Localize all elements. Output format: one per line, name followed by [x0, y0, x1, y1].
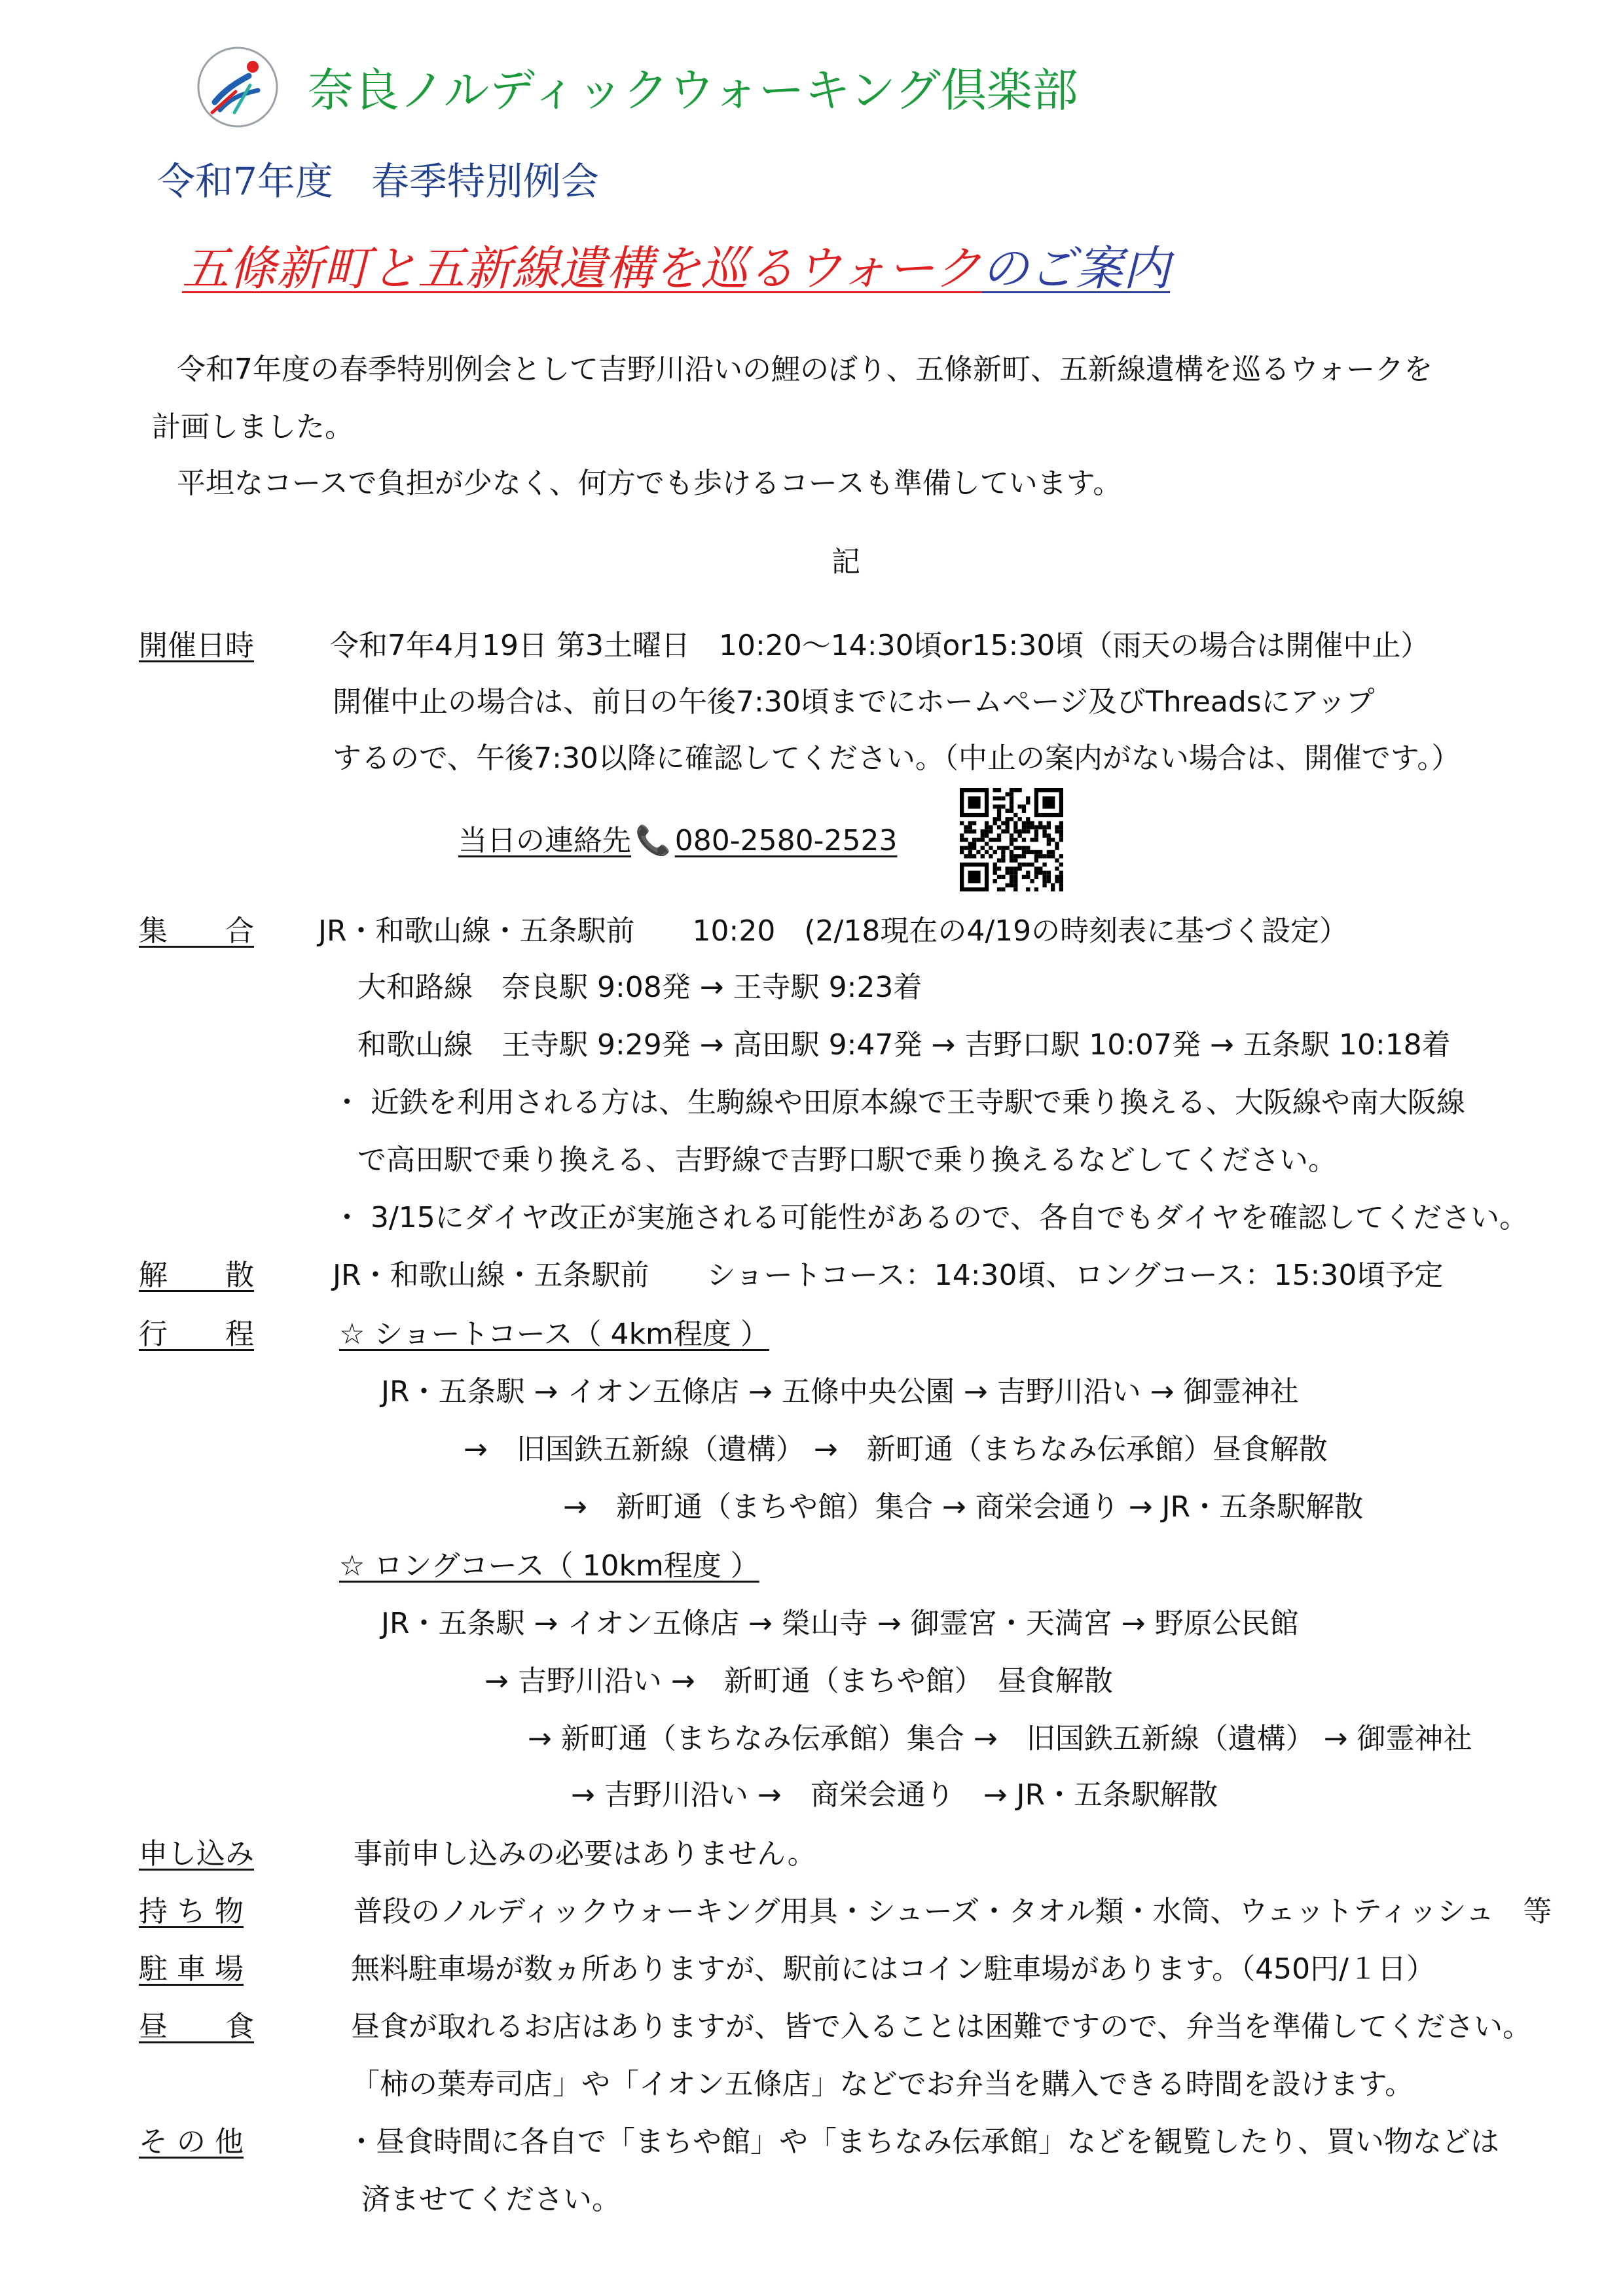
club-name: 奈良ノルディックウォーキング倶楽部	[308, 63, 1078, 117]
other-label: そ の 他	[139, 2125, 244, 2159]
schedule-label: 開催日時	[139, 629, 254, 662]
itinerary-label: 行 程	[139, 1318, 254, 1351]
intro-line-2: 計画しました。	[152, 410, 354, 444]
contact-line	[458, 817, 898, 859]
ki-heading: 記	[831, 545, 860, 579]
belongings-label: 持 ち 物	[139, 1895, 244, 1928]
long-course-line-1: JR・五条駅 → イオン五條店 → 榮山寺 → 御霊宮・天満宮 → 野原公民館	[381, 1607, 1299, 1640]
schedule-line-1: 令和7年4月19日 第3土曜日 10:20～14:30頃or15:30頃（雨天の場合は開催中止）	[330, 629, 1430, 662]
season-title: 令和7年度 春季特別例会	[157, 159, 599, 204]
dismissal-text: JR・和歌山線・五条駅前 ショートコース：14:30頃、ロングコース：15:30頃予定	[333, 1259, 1444, 1292]
meeting-line-5: で高田駅で乗り換える、吉野線で吉野口駅で乗り換えるなどしてください。	[357, 1143, 1337, 1177]
contact-phone[interactable]: 080-2580-2523	[674, 824, 898, 857]
lunch-label: 昼 食	[139, 2010, 254, 2043]
belongings-text: 普段のノルディックウォーキング用具・シューズ・タオル類・水筒、ウェットティッシュ 等	[354, 1895, 1552, 1928]
intro-line-3: 平坦なコースで負担が少なく、何方でも歩けるコースも準備しています。	[177, 467, 1122, 500]
long-course-title: ☆ ロングコース（ 10km程度 ）	[339, 1549, 759, 1583]
meeting-label: 集 合	[139, 914, 254, 948]
short-course-line-1: JR・五条駅 → イオン五條店 → 五條中央公園 → 吉野川沿い → 御霊神社	[381, 1375, 1299, 1408]
meeting-line-1: JR・和歌山線・五条駅前 10:20 (2/18現在の4/19の時刻表に基づく設定）	[318, 914, 1349, 948]
event-title	[182, 230, 1170, 298]
short-course-title: ☆ ショートコース（ 4km程度 ）	[339, 1318, 769, 1351]
long-course-line-4: → 吉野川沿い → 商栄会通り → JR・五条駅解散	[571, 1778, 1218, 1812]
walker-logo-icon	[195, 45, 280, 130]
other-line-2: 済ませてください。	[361, 2183, 621, 2216]
parking-label: 駐 車 場	[139, 1952, 244, 1986]
parking-text: 無料駐車場が数ヵ所ありますが、駅前にはコイン駐車場があります。（450円/１日）	[351, 1952, 1435, 1986]
schedule-line-2: 開催中止の場合は、前日の午後7:30頃までにホームページ及びThreadsにアップ	[333, 685, 1375, 719]
dismissal-label: 解 散	[139, 1259, 254, 1292]
event-title-suffix: のご案内	[981, 241, 1171, 296]
long-course-line-2: → 吉野川沿い → 新町通（まちや館） 昼食解散	[484, 1664, 1113, 1698]
schedule-line-3: するので、午後7:30以降に確認してください。（中止の案内がない場合は、開催です。）	[333, 742, 1461, 775]
meeting-line-4: ・ 近鉄を利用される方は、生駒線や田原本線で王寺駅で乗り換える、大阪線や南大阪線	[333, 1086, 1465, 1119]
application-label: 申し込み	[139, 1837, 254, 1871]
intro-line-1: 令和7年度の春季特別例会として吉野川沿いの鯉のぼり、五條新町、五新線遺構を巡るウォークを	[177, 353, 1433, 386]
short-course-line-2: → 旧国鉄五新線（遺構） → 新町通（まちなみ伝承館）昼食解散	[464, 1433, 1328, 1466]
phone-icon: 📞	[635, 824, 671, 857]
meeting-line-6: ・ 3/15にダイヤ改正が実施される可能性があるので、各自でもダイヤを確認してください。	[333, 1201, 1529, 1234]
meeting-line-2: 大和路線 奈良駅 9:08発 → 王寺駅 9:23着	[357, 971, 922, 1004]
lunch-line-2: 「柿の葉寿司店」や「イオン五條店」などでお弁当を購入できる時間を設けます。	[351, 2068, 1414, 2101]
other-line-1: ・昼食時間に各自で「まちや館」や「まちなみ伝承館」などを観覧したり、買い物などは	[347, 2125, 1499, 2159]
qr-code-icon[interactable]	[960, 788, 1063, 891]
contact-label: 当日の連絡先	[458, 824, 631, 857]
long-course-line-3: → 新町通（まちなみ伝承館）集合 → 旧国鉄五新線（遺構） → 御霊神社	[528, 1722, 1472, 1755]
short-course-line-3: → 新町通（まちや館）集合 → 商栄会通り → JR・五条駅解散	[563, 1490, 1364, 1524]
meeting-line-3: 和歌山線 王寺駅 9:29発 → 高田駅 9:47発 → 吉野口駅 10:07発 → 五条駅 10:18着	[357, 1028, 1451, 1062]
event-title-main: 五條新町と五新線遺構を巡るウォーク	[182, 241, 982, 296]
lunch-line-1: 昼食が取れるお店はありますが、皆で入ることは困難ですので、弁当を準備してください。	[351, 2010, 1532, 2043]
application-text: 事前申し込みの必要はありません。	[354, 1837, 816, 1871]
